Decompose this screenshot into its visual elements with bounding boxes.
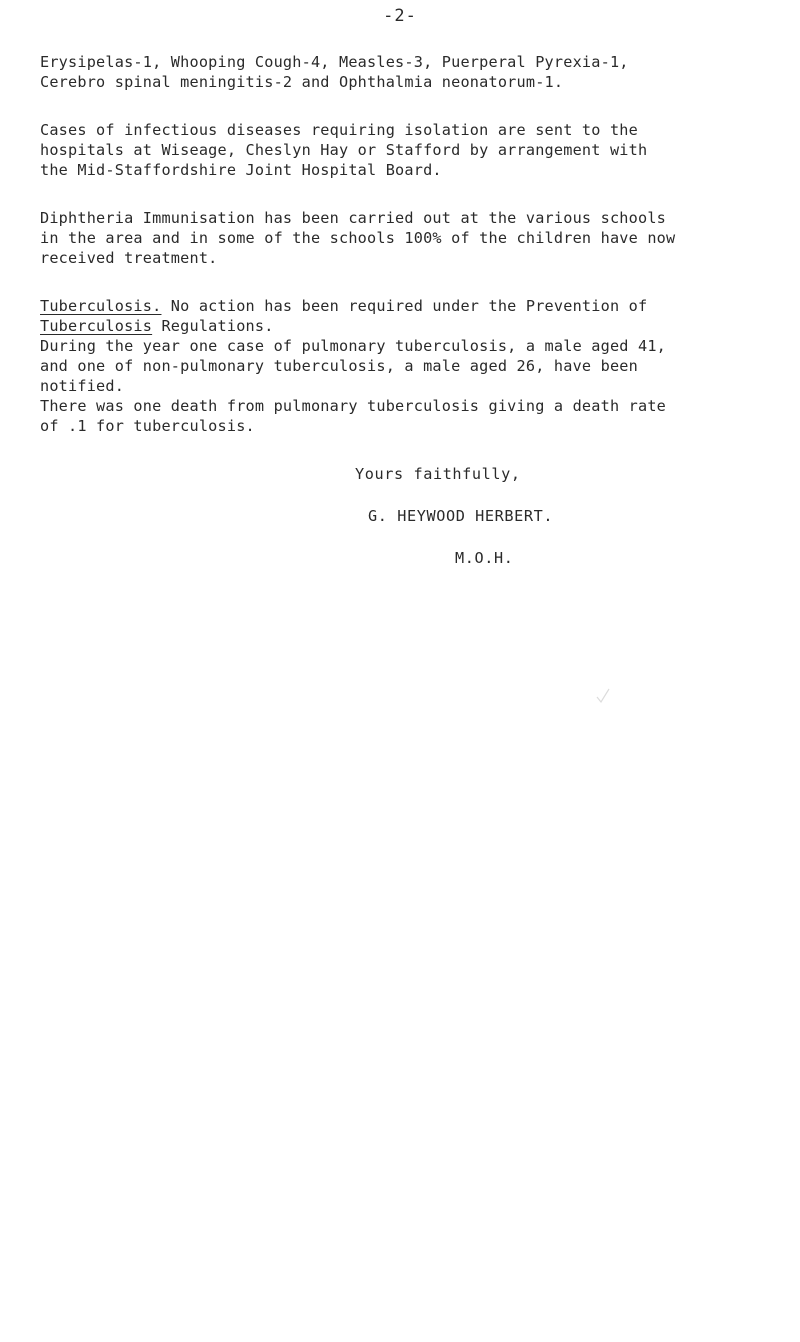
tuberculosis-line-4: and one of non-pulmonary tuberculosis, a male aged 26, have been	[40, 357, 638, 375]
isolation-line-3: the Mid-Staffordshire Joint Hospital Board.	[40, 161, 442, 179]
signature-closing: Yours faithfully,	[355, 465, 521, 483]
notifications-line-2: Cerebro spinal meningitis-2 and Ophthalmia neonatorum-1.	[40, 73, 564, 91]
diphtheria-line-3: received treatment.	[40, 249, 218, 267]
tuberculosis-line-5: notified.	[40, 377, 125, 395]
tuberculosis-line-1	[40, 296, 647, 316]
tuberculosis-heading: Tuberculosis.	[40, 297, 162, 315]
tuberculosis-line-1-text: No action has been required under the Prevention of	[161, 297, 648, 315]
isolation-line-1: Cases of infectious diseases requiring isolation are sent to the	[40, 121, 638, 139]
diphtheria-line-1: Diphtheria Immunisation has been carried out at the various schools	[40, 209, 667, 227]
stray-tick-mark	[596, 688, 610, 704]
signature-name: G. HEYWOOD HERBERT.	[368, 507, 554, 525]
tuberculosis-regulations-text: Regulations.	[152, 317, 274, 335]
tuberculosis-line-3: During the year one case of pulmonary tuberculosis, a male aged 41,	[40, 337, 667, 355]
diphtheria-line-2: in the area and in some of the schools 100% of the children have now	[40, 229, 676, 247]
page-number: -2-	[383, 6, 417, 26]
tuberculosis-line-6: There was one death from pulmonary tuberculosis giving a death rate	[40, 397, 667, 415]
tuberculosis-line-7: of .1 for tuberculosis.	[40, 417, 255, 435]
tuberculosis-regulations-underlined: Tuberculosis	[40, 317, 153, 335]
signature-title: M.O.H.	[455, 549, 514, 567]
tuberculosis-line-2	[40, 316, 274, 336]
isolation-line-2: hospitals at Wiseage, Cheslyn Hay or Stafford by arrangement with	[40, 141, 648, 159]
notifications-line-1: Erysipelas-1, Whooping Cough-4, Measles-3, Puerperal Pyrexia-1,	[40, 53, 629, 71]
